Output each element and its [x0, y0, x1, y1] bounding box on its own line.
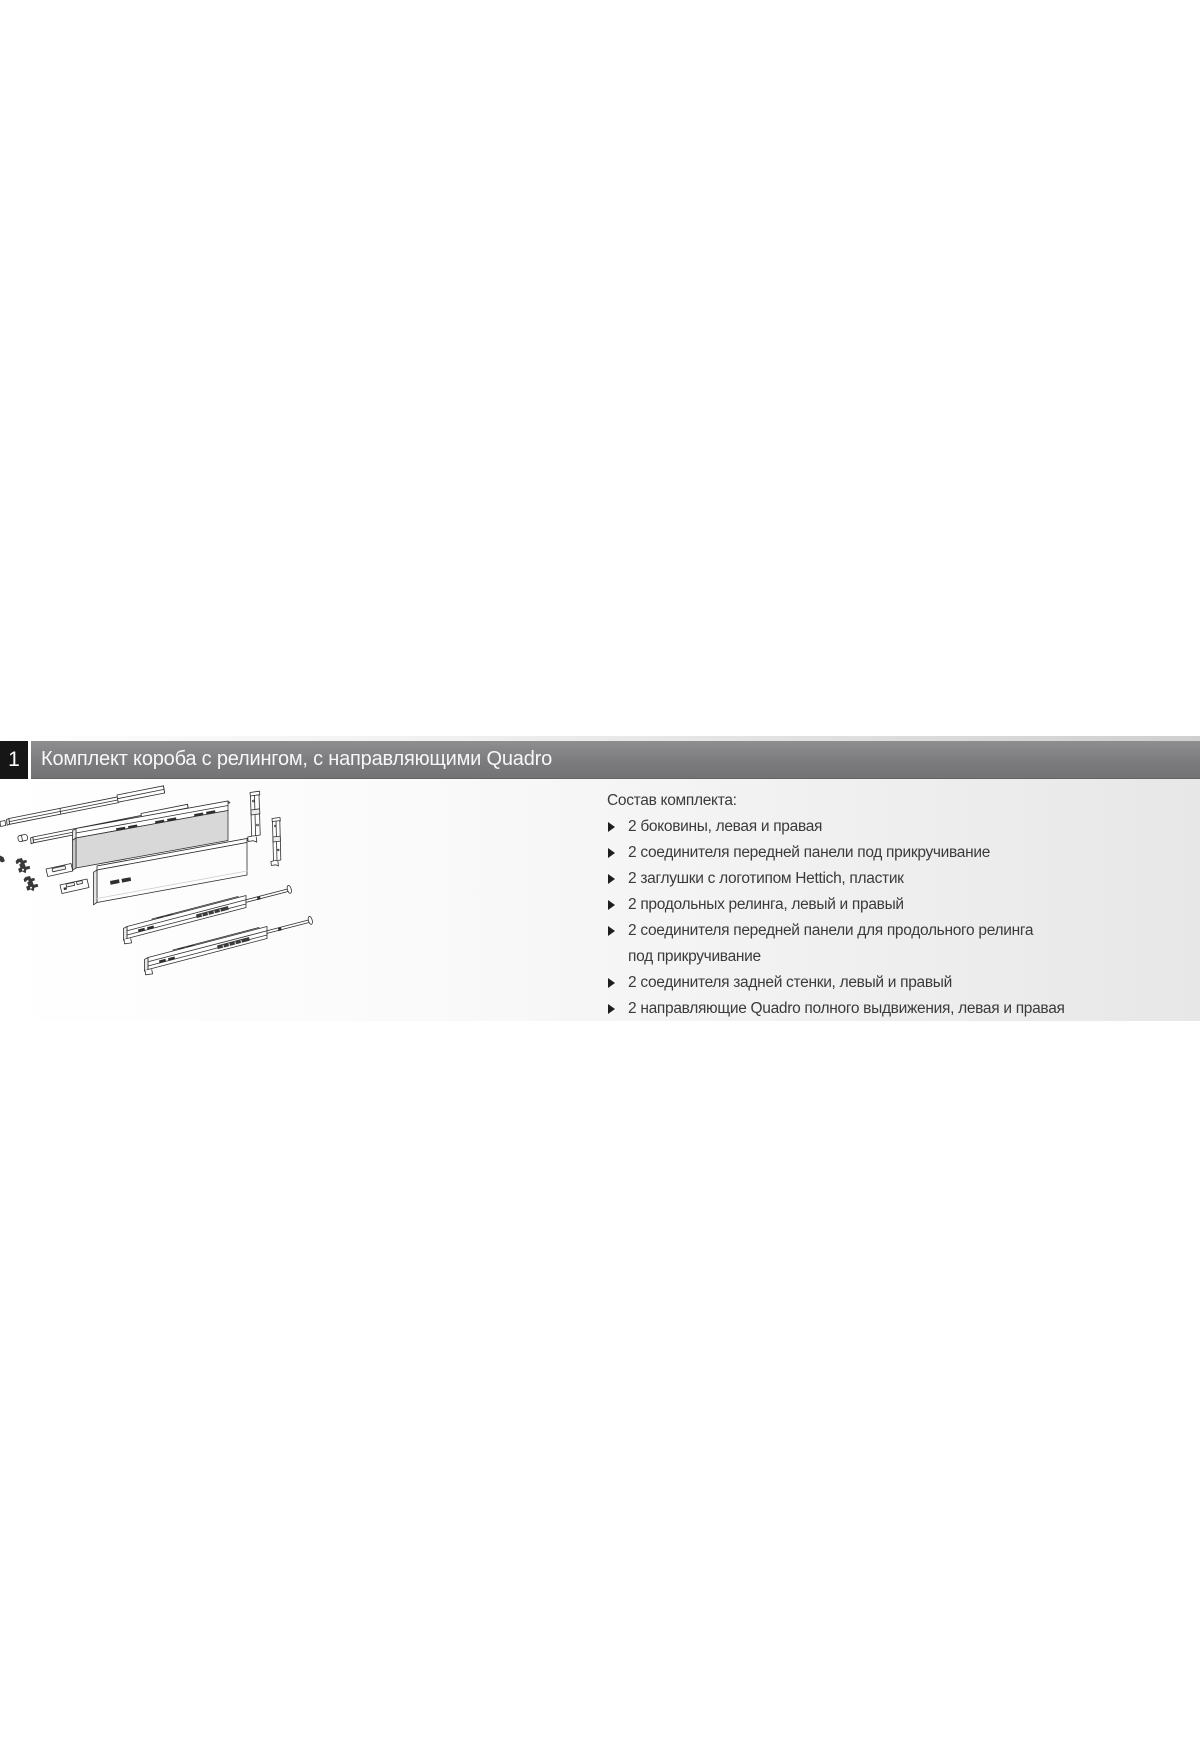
- kit-item: [607, 892, 1167, 918]
- kit-item: [607, 866, 1167, 892]
- kit-item: [607, 840, 1167, 866]
- kit-item: [607, 996, 1167, 1022]
- kit-item-label: 2 заглушки с логотипом Hettich, пластик: [628, 870, 904, 887]
- bullet-triangle-icon: [608, 978, 615, 988]
- section-title-bar: [31, 741, 1200, 779]
- section-title: Комплект короба с релингом, с направляющими Quadro: [41, 748, 553, 770]
- product-section-band: [0, 779, 1200, 1021]
- front-panel-connector-left: [248, 791, 261, 842]
- bullet-triangle-icon: [608, 822, 615, 832]
- kit-item: [607, 918, 1167, 970]
- kit-items-list: [607, 814, 1167, 1022]
- section-number-badge: 1: [0, 741, 28, 779]
- bullet-triangle-icon: [608, 848, 615, 858]
- front-panel-connector-right: [271, 818, 281, 867]
- section-header: [0, 741, 1200, 779]
- kit-heading: Состав комплекта:: [607, 792, 737, 809]
- kit-item: [607, 814, 1167, 840]
- bullet-triangle-icon: [608, 900, 615, 910]
- kit-item-label: 2 соединителя передней панели под прикручивание: [628, 844, 991, 861]
- kit-item: [607, 970, 1167, 996]
- kit-item-label: 2 соединителя задней стенки, левый и правый: [628, 974, 953, 991]
- exploded-view-drawing: [0, 780, 340, 985]
- kit-item-label: 2 боковины, левая и правая: [628, 818, 823, 835]
- bullet-triangle-icon: [608, 874, 615, 884]
- bullet-triangle-icon: [608, 1004, 615, 1014]
- kit-item-label-line2: под прикручивание: [628, 948, 761, 965]
- kit-contents: [607, 788, 1167, 1022]
- front-panel-mounting-plates: [46, 864, 89, 894]
- kit-item-label: 2 соединителя передней панели для продольного релинга: [628, 922, 1034, 939]
- kit-item-label: 2 продольных релинга, левый и правый: [628, 896, 904, 913]
- kit-item-label: 2 направляющие Quadro полного выдвижения, левая и правая: [628, 1000, 1065, 1017]
- bullet-triangle-icon: [608, 926, 615, 936]
- rear-wall-connectors: [0, 856, 38, 892]
